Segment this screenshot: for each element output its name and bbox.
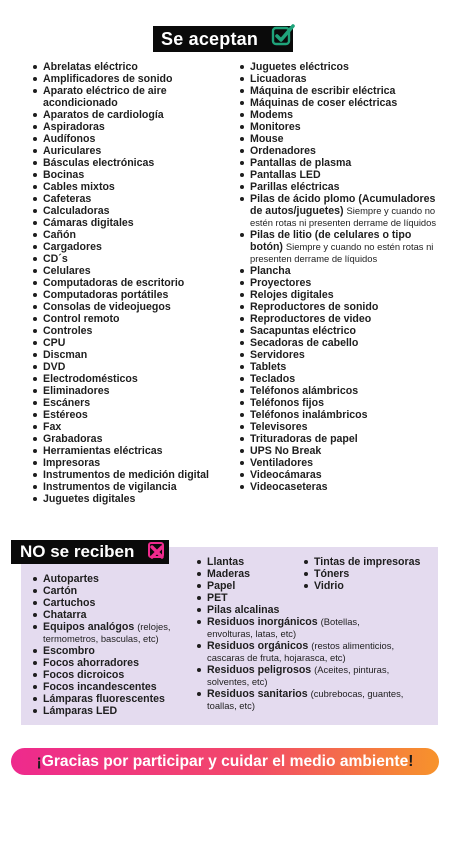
list-item <box>237 157 442 169</box>
item-label: Servidores <box>250 349 305 361</box>
item-label: Videocámaras <box>250 469 322 481</box>
item-label: Cables mixtos <box>43 181 115 193</box>
item-label: Papel <box>207 580 236 592</box>
list-item <box>237 409 442 421</box>
item-label: Juguetes digitales <box>43 493 136 505</box>
list-item <box>30 385 240 397</box>
list-item <box>194 640 404 664</box>
item-label: Tablets <box>250 361 287 373</box>
item-label: Máquinas de coser eléctricas <box>250 97 398 109</box>
item-label: Teléfonos inalámbricos <box>250 409 368 421</box>
item-label: Estéreos <box>43 409 88 421</box>
rejected-list-right <box>301 556 436 592</box>
list-item <box>30 301 240 313</box>
item-label: Sacapuntas eléctrico <box>250 325 356 337</box>
item-label: Eliminadores <box>43 385 110 397</box>
list-item <box>301 568 436 580</box>
list-item <box>237 265 442 277</box>
item-label: Controles <box>43 325 93 337</box>
item-label: Llantas <box>207 556 245 568</box>
list-item <box>237 421 442 433</box>
item-label: Parillas eléctricas <box>250 181 340 193</box>
list-item <box>237 289 442 301</box>
list-item <box>30 205 240 217</box>
item-label: Escombro <box>43 645 95 657</box>
item-label: Juguetes eléctricos <box>250 61 349 73</box>
list-item <box>237 181 442 193</box>
item-label: Residuos orgánicos <box>207 640 309 652</box>
list-item <box>237 457 442 469</box>
list-item <box>30 493 240 505</box>
list-item <box>237 145 442 157</box>
thanks-banner <box>11 748 439 775</box>
list-item <box>237 325 442 337</box>
list-item <box>237 445 442 457</box>
rejected-header <box>11 540 169 564</box>
list-item <box>237 397 442 409</box>
list-item <box>30 621 195 645</box>
list-item <box>30 373 240 385</box>
list-item <box>237 373 442 385</box>
item-label: Cartuchos <box>43 597 96 609</box>
item-label: Calculadoras <box>43 205 110 217</box>
list-item <box>30 457 240 469</box>
list-item <box>30 409 240 421</box>
item-label: Instrumentos de vigilancia <box>43 481 177 493</box>
item-label: Control remoto <box>43 313 120 325</box>
item-note: (relojes, termometros, basculas, etc) <box>43 621 171 644</box>
check-icon <box>270 22 296 48</box>
item-label: Reproductores de video <box>250 313 372 325</box>
list-item <box>30 433 240 445</box>
item-label: Cargadores <box>43 241 102 253</box>
list-item <box>237 385 442 397</box>
list-item <box>30 193 240 205</box>
item-label: Proyectores <box>250 277 312 289</box>
item-note: (cubrebocas, guantes, toallas, etc) <box>207 688 404 711</box>
list-item <box>30 85 240 109</box>
item-label: Fax <box>43 421 62 433</box>
list-item <box>237 301 442 313</box>
item-label: Aparatos de cardiología <box>43 109 164 121</box>
list-item <box>30 229 240 241</box>
item-label: Relojes digitales <box>250 289 334 301</box>
item-label: Pantallas de plasma <box>250 157 352 169</box>
list-item <box>30 669 195 681</box>
item-label: Computadoras de escritorio <box>43 277 185 289</box>
item-label: Básculas electrónicas <box>43 157 155 169</box>
item-label: Cañón <box>43 229 76 241</box>
list-item <box>237 433 442 445</box>
item-label: Vidrio <box>314 580 344 592</box>
item-note: Siempre y cuando no estén rotas ni presenten derrame de líquidos <box>250 205 437 228</box>
x-mark-icon <box>147 540 167 560</box>
accepted-list-right <box>237 61 442 493</box>
item-label: Monitores <box>250 121 301 133</box>
item-label: Focos incandescentes <box>43 681 157 693</box>
item-label: Pilas alcalinas <box>207 604 280 616</box>
item-label: Chatarra <box>43 609 87 621</box>
list-item <box>30 337 240 349</box>
item-note: (Aceites, pinturas, solventes, etc) <box>207 664 390 687</box>
item-label: Pantallas LED <box>250 169 321 181</box>
item-label: Impresoras <box>43 457 101 469</box>
list-item <box>30 181 240 193</box>
item-label: Aspiradoras <box>43 121 105 133</box>
list-item <box>30 469 240 481</box>
item-label: Electrodomésticos <box>43 373 138 385</box>
item-label: Televisores <box>250 421 308 433</box>
list-item <box>237 97 442 109</box>
item-label: Ventiladores <box>250 457 313 469</box>
list-item <box>237 277 442 289</box>
list-item <box>301 580 436 592</box>
item-note: (Botellas, envolturas, latas, etc) <box>207 616 360 639</box>
item-label: Maderas <box>207 568 250 580</box>
list-item <box>30 421 240 433</box>
list-item <box>237 109 442 121</box>
list-item <box>237 193 442 229</box>
item-label: Licuadoras <box>250 73 307 85</box>
item-label: Aparato eléctrico de aire acondicionado <box>43 85 167 109</box>
accepted-list-left <box>30 61 240 505</box>
item-label: Focos ahorradores <box>43 657 139 669</box>
item-label: CD´s <box>43 253 68 265</box>
item-label: Tintas de impresoras <box>314 556 421 568</box>
list-item <box>237 349 442 361</box>
rejected-list-left <box>30 573 195 717</box>
list-item <box>237 229 442 265</box>
list-item <box>30 277 240 289</box>
list-item <box>237 469 442 481</box>
list-item <box>30 397 240 409</box>
list-item <box>30 481 240 493</box>
item-label: Teclados <box>250 373 296 385</box>
item-label: Bocinas <box>43 169 85 181</box>
list-item <box>30 445 240 457</box>
list-item <box>30 361 240 373</box>
item-label: Cartón <box>43 585 78 597</box>
item-label: Teléfonos fijos <box>250 397 324 409</box>
list-item <box>194 688 404 712</box>
item-label: Tóners <box>314 568 350 580</box>
item-label: UPS No Break <box>250 445 322 457</box>
list-item <box>237 73 442 85</box>
item-label: Consolas de videojuegos <box>43 301 171 313</box>
item-label: Residuos sanitarios <box>207 688 308 700</box>
list-item <box>237 133 442 145</box>
list-item <box>30 157 240 169</box>
item-label: Secadoras de cabello <box>250 337 359 349</box>
item-label: Equipos analógos <box>43 621 135 633</box>
list-item <box>30 313 240 325</box>
list-item <box>30 241 240 253</box>
item-label: Trituradoras de papel <box>250 433 358 445</box>
item-label: Cámaras digitales <box>43 217 134 229</box>
list-item <box>30 109 240 121</box>
item-label: Amplificadores de sonido <box>43 73 173 85</box>
list-item <box>194 592 404 604</box>
accepted-title: Se aceptan <box>161 28 259 49</box>
list-item <box>237 61 442 73</box>
item-label: Grabadoras <box>43 433 103 445</box>
item-label: Ordenadores <box>250 145 316 157</box>
list-item <box>237 169 442 181</box>
list-item <box>237 361 442 373</box>
list-item <box>30 253 240 265</box>
item-label: Autopartes <box>43 573 99 585</box>
item-label: PET <box>207 592 228 604</box>
item-label: Lámparas LED <box>43 705 118 717</box>
item-label: Videocaseteras <box>250 481 328 493</box>
list-item <box>30 61 240 73</box>
list-item <box>237 481 442 493</box>
list-item <box>30 349 240 361</box>
list-item <box>30 73 240 85</box>
item-label: Pilas de litio (de celulares o tipo botón) <box>250 229 412 253</box>
list-item <box>30 289 240 301</box>
item-label: Herramientas eléctricas <box>43 445 163 457</box>
item-label: Teléfonos alámbricos <box>250 385 359 397</box>
list-item <box>30 705 195 717</box>
list-item <box>30 217 240 229</box>
item-label: Mouse <box>250 133 284 145</box>
item-label: Discman <box>43 349 88 361</box>
item-note: (restos alimenticios, cascaras de fruta, hojarasca, etc) <box>207 640 395 663</box>
list-item <box>30 609 195 621</box>
list-item <box>30 325 240 337</box>
item-label: Abrelatas eléctrico <box>43 61 138 73</box>
rejected-title: NO se reciben <box>20 542 135 561</box>
item-label: Plancha <box>250 265 291 277</box>
list-item <box>30 597 195 609</box>
list-item <box>30 133 240 145</box>
list-item <box>30 645 195 657</box>
item-label: Máquina de escribir eléctrica <box>250 85 396 97</box>
list-item <box>301 556 436 568</box>
item-label: Modems <box>250 109 293 121</box>
list-item <box>237 85 442 97</box>
item-label: Cafeteras <box>43 193 92 205</box>
list-item <box>237 121 442 133</box>
item-label: Reproductores de sonido <box>250 301 379 313</box>
item-label: Pilas de ácido plomo (Acumuladores de autos/juguetes) <box>250 193 436 217</box>
item-label: Residuos peligrosos <box>207 664 312 676</box>
list-item <box>237 337 442 349</box>
item-label: Focos dicroicos <box>43 669 125 681</box>
list-item <box>30 169 240 181</box>
list-item <box>194 616 404 640</box>
thanks-text: Gracias por participar y cuidar el medio ambiente <box>41 752 409 770</box>
thanks-open: ¡ <box>36 752 42 770</box>
list-item <box>30 657 195 669</box>
list-item <box>194 604 404 616</box>
list-item <box>30 265 240 277</box>
item-label: Escáners <box>43 397 91 409</box>
list-item <box>30 145 240 157</box>
list-item <box>30 121 240 133</box>
item-label: Auriculares <box>43 145 102 157</box>
list-item <box>30 573 195 585</box>
list-item <box>30 693 195 705</box>
list-item <box>30 585 195 597</box>
item-label: Celulares <box>43 265 91 277</box>
item-label: Residuos inorgánicos <box>207 616 318 628</box>
thanks-close: ! <box>408 752 414 770</box>
item-label: Computadoras portátiles <box>43 289 169 301</box>
item-note: Siempre y cuando no estén rotas ni presenten derrame de líquidos <box>250 241 434 264</box>
item-label: Instrumentos de medición digital <box>43 469 209 481</box>
item-label: DVD <box>43 361 66 373</box>
item-label: Lámparas fluorescentes <box>43 693 165 705</box>
list-item <box>30 681 195 693</box>
item-label: CPU <box>43 337 66 349</box>
list-item <box>237 313 442 325</box>
item-label: Audífonos <box>43 133 96 145</box>
list-item <box>194 664 404 688</box>
